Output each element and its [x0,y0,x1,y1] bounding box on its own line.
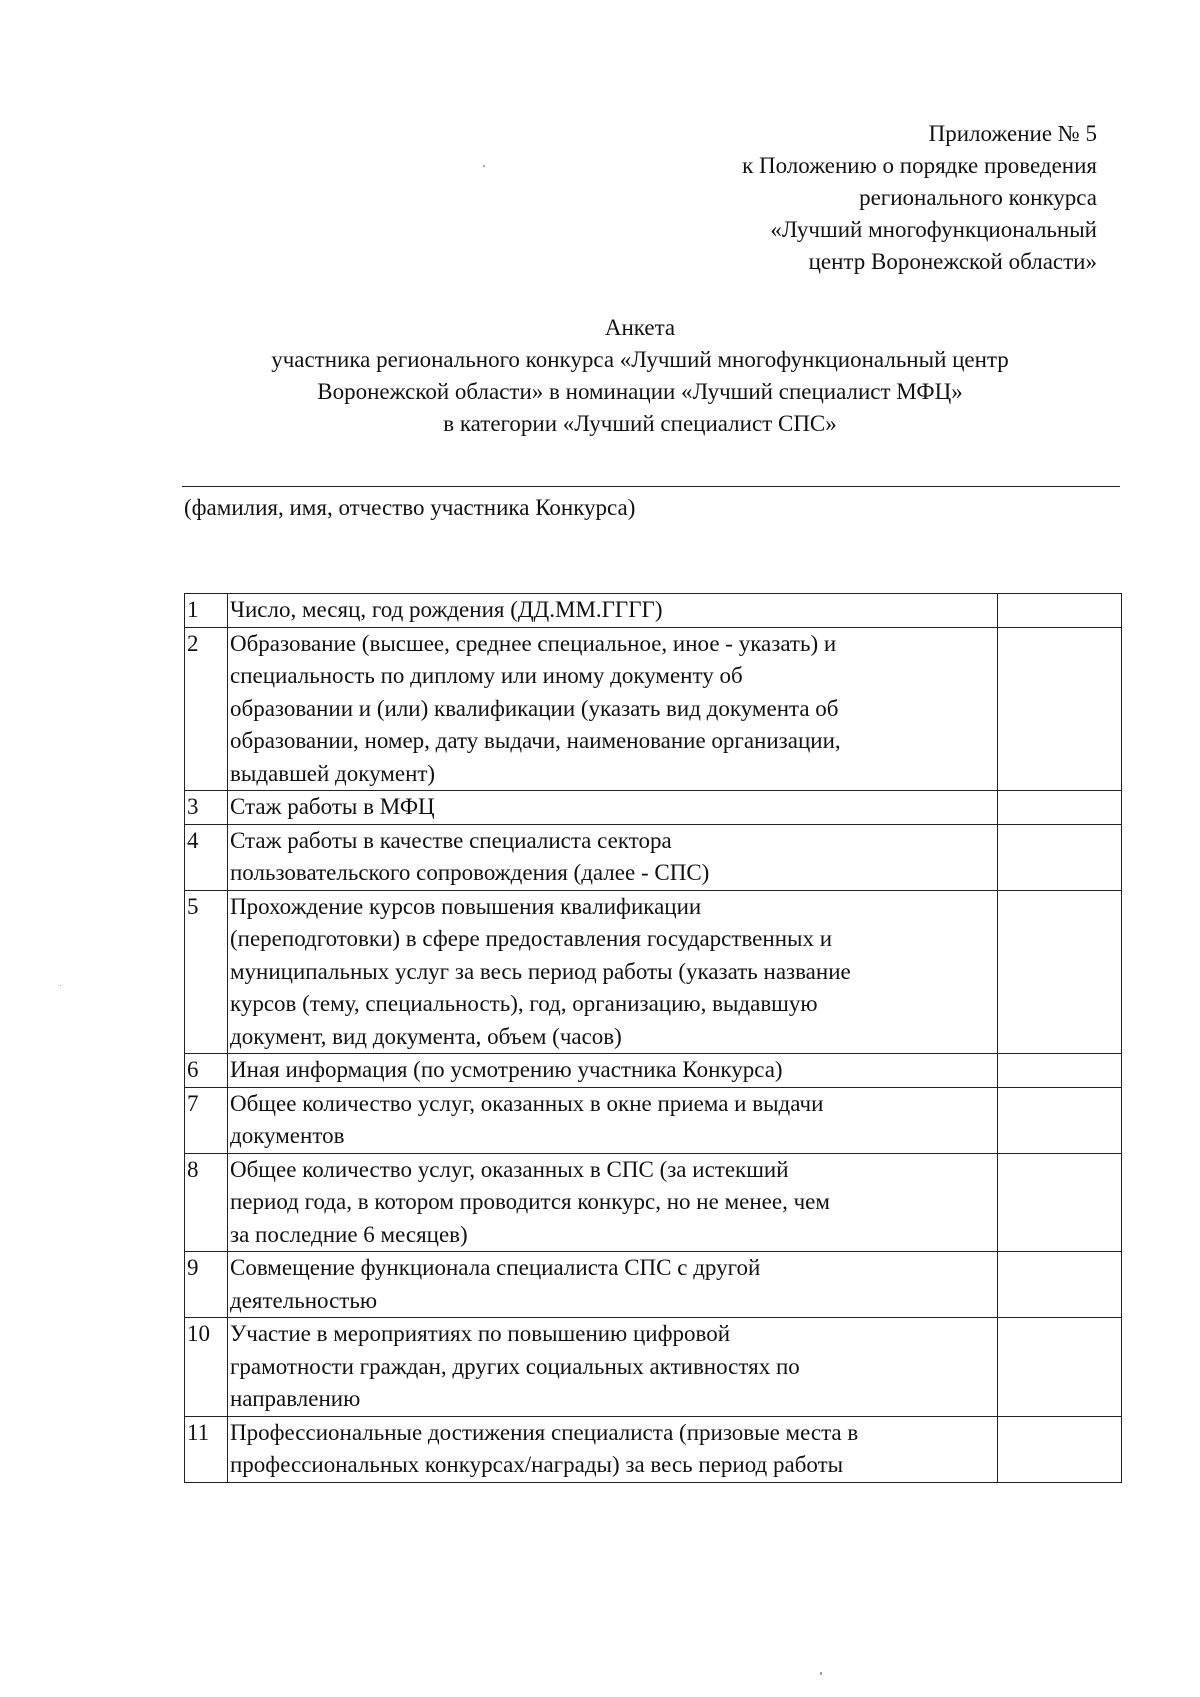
row-question [228,1252,998,1318]
questionnaire-table [184,593,1122,1483]
question-line: курсов (тему, специальность), год, организацию, выдавшую [230,991,818,1016]
question-line: профессиональных конкурсах/награды) за весь период работы [230,1452,844,1477]
title-line: Анкета [604,315,676,340]
question-line: Совмещение функционала специалиста СПС с другой [230,1255,761,1280]
table-row [185,594,1122,628]
table-row [185,791,1122,825]
table-row [185,1416,1122,1482]
participant-name-caption: (фамилия, имя, отчество участника Конкурса) [184,495,636,520]
table-row [185,824,1122,890]
question-line: пользовательского сопровождения (далее - СПС) [230,860,710,885]
question-line: Иная информация (по усмотрению участника Конкурса) [230,1057,783,1082]
row-question [228,1087,998,1153]
row-number: 6 [185,1054,228,1088]
document-title [160,312,1120,440]
table-row [185,1054,1122,1088]
answer-cell[interactable] [998,1252,1122,1318]
question-line: документ, вид документа, объем (часов) [230,1023,622,1049]
answer-cell[interactable] [998,890,1122,1054]
table-row [185,1087,1122,1153]
appendix-line: регионального конкурса [859,185,1097,210]
answer-cell[interactable] [998,791,1122,825]
title-line: участника регионального конкурса «Лучший многофункциональный центр [271,347,1009,372]
scan-speck [820,1672,822,1675]
question-line: деятельностью [230,1287,378,1313]
row-number: 11 [185,1416,228,1482]
row-number: 7 [185,1087,228,1153]
question-line: Образование (высшее, среднее специальное, иное - указать) и [230,630,837,656]
row-question [228,1318,998,1417]
scan-speck [60,985,61,986]
question-line: Общее количество услуг, оказанных в СПС (за истекший [230,1156,789,1182]
answer-cell[interactable] [998,1054,1122,1088]
answer-cell[interactable] [998,594,1122,628]
row-number: 2 [185,627,228,791]
row-question [228,594,998,628]
appendix-line: к Положению о порядке проведения [742,153,1097,178]
question-line: специальность по диплому или иному документу об [230,663,743,688]
question-line: образовании, номер, дату выдачи, наименование организации, [230,728,841,753]
answer-cell[interactable] [998,1087,1122,1153]
table-row [185,627,1122,791]
row-number: 8 [185,1153,228,1252]
question-line: Участие в мероприятиях по повышению цифровой [230,1321,731,1346]
answer-cell[interactable] [998,1153,1122,1252]
table-row [185,890,1122,1054]
question-line: Профессиональные достижения специалиста (призовые места в [230,1419,859,1445]
question-line: муниципальных услуг за весь период работы (указать название [230,958,851,984]
question-line: грамотности граждан, других социальных активностях по [230,1353,800,1379]
appendix-line: «Лучший многофункциональный [770,217,1097,242]
row-number: 9 [185,1252,228,1318]
question-line: Число, месяц, год рождения (ДД.ММ.ГГГГ) [230,597,663,622]
answer-cell[interactable] [998,1416,1122,1482]
answer-cell[interactable] [998,627,1122,791]
question-line: Стаж работы в МФЦ [230,794,435,819]
question-line: период года, в котором проводится конкурс, но не менее, чем [230,1189,830,1214]
scan-speck [483,165,485,167]
row-number: 3 [185,791,228,825]
title-line: в категории «Лучший специалист СПС» [443,411,837,436]
question-line: за последние 6 месяцев) [230,1221,468,1247]
answer-cell[interactable] [998,824,1122,890]
answer-cell[interactable] [998,1318,1122,1417]
table-row [185,1318,1122,1417]
appendix-line: Приложение № 5 [928,121,1097,146]
row-number: 5 [185,890,228,1054]
question-line: документов [230,1123,345,1148]
question-line: Стаж работы в качестве специалиста сектора [230,827,672,853]
appendix-header [742,118,1097,278]
row-question [228,1054,998,1088]
row-question [228,890,998,1054]
row-number: 4 [185,824,228,890]
question-line: Общее количество услуг, оказанных в окне приема и выдачи [230,1090,824,1116]
row-number: 10 [185,1318,228,1417]
participant-name-line[interactable] [182,486,1120,487]
question-line: (переподготовки) в сфере предоставления государственных и [230,926,833,951]
table-row [185,1252,1122,1318]
appendix-line: центр Воронежской области» [808,249,1097,274]
question-line: выдавшей документ) [230,760,436,786]
question-line: Прохождение курсов повышения квалификации [230,893,702,919]
row-question [228,1416,998,1482]
row-question [228,791,998,825]
title-line: Воронежской области» в номинации «Лучший специалист МФЦ» [317,379,963,404]
row-question [228,824,998,890]
row-question [228,627,998,791]
question-line: направлению [230,1386,361,1411]
table-row [185,1153,1122,1252]
question-line: образовании и (или) квалификации (указать вид документа об [230,695,839,721]
row-number: 1 [185,594,228,628]
row-question [228,1153,998,1252]
